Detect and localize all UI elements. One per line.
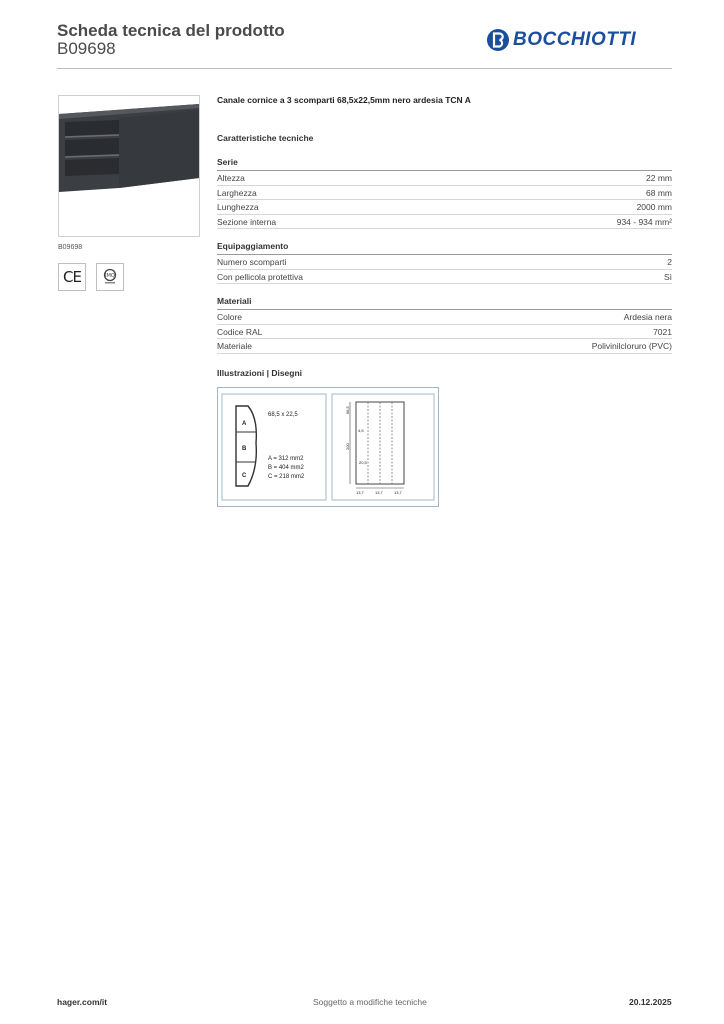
- svg-text:200: 200: [345, 443, 350, 450]
- brand-name: BOCCHIOTTI: [513, 29, 637, 50]
- spec-row: Numero scomparti 2: [217, 255, 672, 270]
- svg-text:C = 218 mm2: C = 218 mm2: [268, 474, 305, 480]
- technical-drawing: [217, 387, 439, 507]
- illustrations-heading: Illustrazioni | Disegni: [217, 368, 303, 378]
- spec-group-materiali: [217, 296, 672, 354]
- product-title: Canale cornice a 3 scomparti 68,5x22,5mm nero ardesia TCN A: [217, 95, 471, 105]
- spec-row: Lunghezza 2000 mm: [217, 200, 672, 215]
- spec-row: Altezza 22 mm: [217, 171, 672, 186]
- page-title: Scheda tecnica del prodotto: [57, 21, 285, 40]
- product-code: B09698: [57, 39, 116, 58]
- footer-date: 20.12.2025: [629, 997, 672, 1007]
- spec-content: [217, 95, 672, 354]
- brand-mark-icon: [486, 28, 510, 52]
- footer-website: hager.com/it: [57, 997, 108, 1007]
- svg-text:IMQ: IMQ: [105, 273, 115, 279]
- spec-row: Con pellicola protettiva Sì: [217, 270, 672, 285]
- header-divider: [57, 68, 672, 69]
- imq-mark: [96, 263, 124, 291]
- group-title: Materiali: [217, 296, 672, 310]
- spec-row: Colore Ardesia nera: [217, 310, 672, 325]
- product-image: [58, 95, 200, 237]
- svg-text:68,5: 68,5: [345, 406, 350, 414]
- specs-heading: Caratteristiche tecniche: [217, 133, 314, 143]
- spec-group-equipaggiamento: [217, 241, 672, 284]
- svg-text:13,7: 13,7: [394, 490, 402, 495]
- svg-text:13,7: 13,7: [375, 490, 383, 495]
- spec-row: Codice RAL 7021: [217, 325, 672, 340]
- svg-text:A: A: [242, 421, 247, 427]
- svg-text:A = 312 mm2: A = 312 mm2: [268, 456, 304, 462]
- cross-section-drawing: [218, 388, 438, 506]
- footer-disclaimer: Soggetto a modifiche tecniche: [313, 997, 427, 1007]
- svg-text:B = 404 mm2: B = 404 mm2: [268, 465, 304, 471]
- group-title: Equipaggiamento: [217, 241, 672, 255]
- svg-text:B: B: [242, 446, 247, 452]
- group-title: Serie: [217, 157, 672, 171]
- image-caption: B09698: [58, 244, 83, 251]
- svg-text:C: C: [242, 473, 247, 479]
- svg-text:13,7: 13,7: [356, 490, 364, 495]
- spec-row: Materiale Polivinilcloruro (PVC): [217, 339, 672, 354]
- imq-logo-icon: [102, 268, 118, 286]
- svg-text:68,5 x 22,5: 68,5 x 22,5: [268, 412, 298, 418]
- brand-logo: [486, 28, 636, 52]
- trunking-photo-icon: [59, 96, 199, 236]
- spec-row: Sezione interna 934 - 934 mm²: [217, 215, 672, 230]
- ce-mark: CE: [58, 263, 86, 291]
- spec-row: Larghezza 68 mm: [217, 186, 672, 201]
- svg-text:4,5: 4,5: [358, 428, 364, 433]
- svg-text:20,5: 20,5: [359, 460, 367, 465]
- spec-group-serie: [217, 157, 672, 229]
